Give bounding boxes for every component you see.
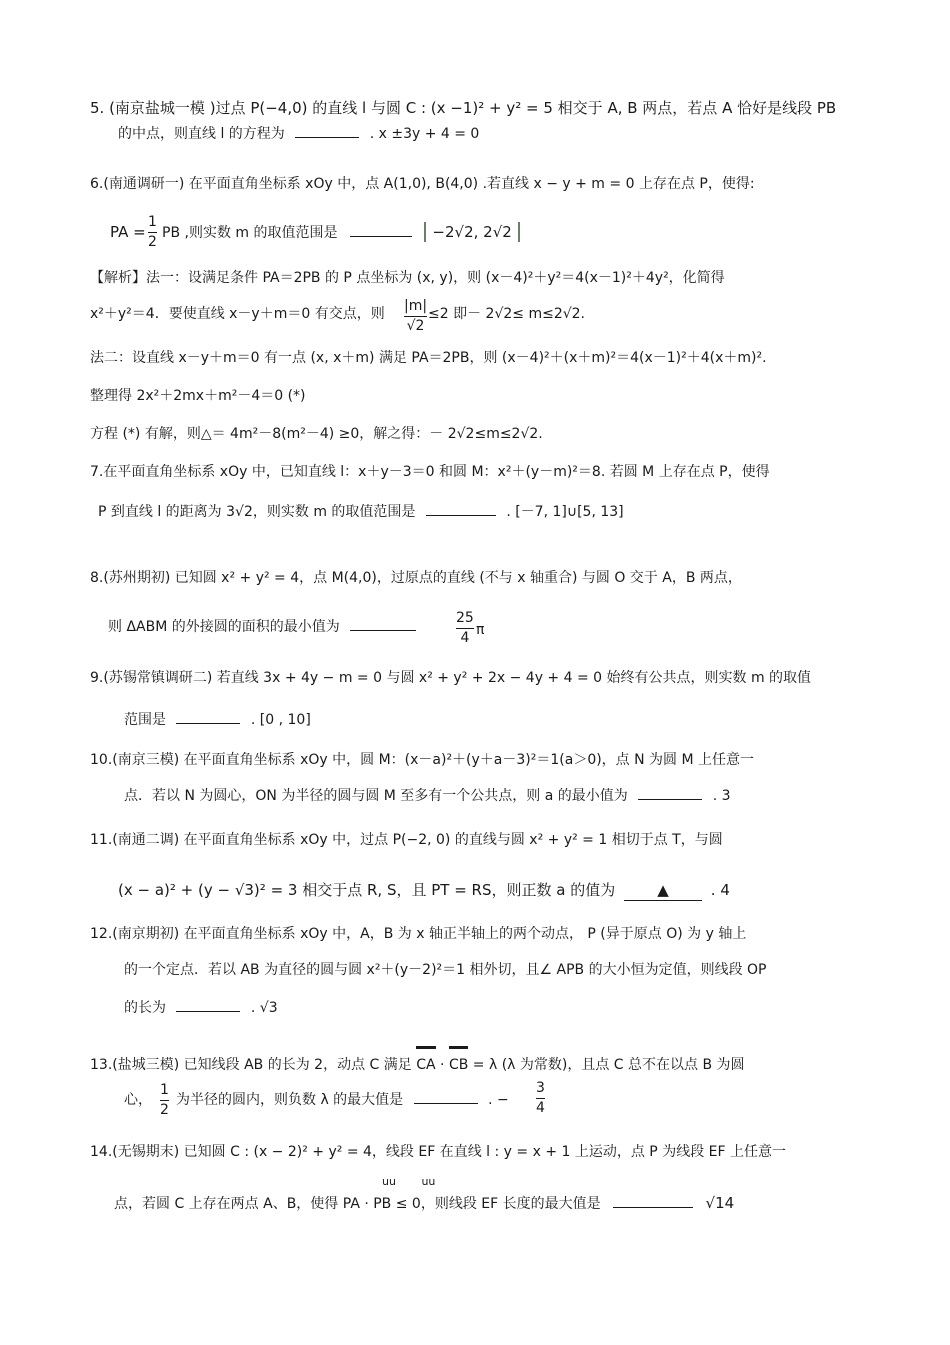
dot-product: · [440, 1057, 445, 1073]
fraction-bar [148, 232, 157, 233]
p11-line1: 11.(南通二调) 在平面直角坐标系 xOy 中，过点 P(−2, 0) 的直线与圆 x² + y² = 1 相切于点 T，与圆 [90, 832, 723, 848]
p11-answer: . 4 [710, 881, 730, 899]
fraction-numerator: 1 [148, 214, 157, 230]
p6-solve: 方程 (*) 有解，则△＝ 4m²－8(m²－4) ≥0，解之得：－ 2√2≤m≤2√2. [90, 426, 543, 442]
p8-answer-fraction [456, 610, 474, 647]
p13-answer-sign: . − [488, 1092, 509, 1108]
p5-answer: . x ±3y + 4 = 0 [369, 126, 480, 142]
p10-line1: 10.(南京三模) 在平面直角坐标系 xOy 中，圆 M：(x－a)²＋(y＋a－3)²＝1(a＞0)，点 N 为圆 M 上任意一 [90, 752, 755, 768]
answer-blank [624, 880, 702, 901]
fraction-denominator: √2 [406, 318, 425, 334]
p12-line3 [124, 998, 278, 1018]
p13-fraction [160, 1082, 169, 1119]
p7-line1: 7.在平面直角坐标系 xOy 中，已知直线 l：x＋y－3＝0 和圆 M：x²＋(y－m)²＝8. 若圆 M 上存在点 P，使得 [90, 464, 770, 480]
answer-blank [350, 236, 412, 237]
fraction-bar [536, 1098, 545, 1099]
p6-fraction-m [404, 298, 427, 335]
p5-line2 [118, 124, 479, 144]
p14-answer: √14 [705, 1194, 735, 1212]
p8-line2 [108, 617, 422, 637]
answer-blank [176, 1011, 240, 1012]
answer-blank [638, 799, 702, 800]
p13-line2b [176, 1090, 509, 1110]
p14-line2 [114, 1193, 734, 1214]
p6-analysis2-left: x²＋y²＝4．要使直线 x－y＋m＝0 有交点，则 [90, 306, 385, 322]
fraction-bar [456, 628, 474, 629]
answer-blank [295, 137, 359, 138]
p6-analysis2-right: ≤2 即－ 2√2≤ m≤2√2. [428, 306, 586, 322]
p13-question2: 为半径的圆内，则负数 λ 的最大值是 [176, 1092, 404, 1108]
p6-method2: 法二：设直线 x－y＋m＝0 有一点 (x, x＋m) 满足 PA＝2PB，则 (x－4)²＋(x＋m)²＝4(x－1)²＋4(x＋m)². [90, 350, 767, 366]
triangle-icon: ▲ [657, 881, 669, 899]
answer-blank [350, 630, 416, 631]
fraction-denominator: 2 [160, 1102, 169, 1118]
p6-answer-interval: −2√2, 2√2 [424, 222, 519, 242]
p7-answer: . [－7, 1]∪[5, 13] [506, 504, 624, 520]
vector-mark: uu [382, 1175, 396, 1188]
p6-question: PB ,则实数 m 的取值范围是 [162, 225, 338, 241]
p6-line1: 6.(南通调研一) 在平面直角坐标系 xOy 中，点 A(1,0), B(4,0) .若直线 x − y + m = 0 上存在点 P，使得: [90, 176, 755, 192]
p10-question: 点．若以 N 为圆心，ON 为半径的圆与圆 M 至多有一个公共点，则 a 的最小值为 [124, 788, 628, 804]
p9-question: 范围是 [124, 712, 166, 728]
p12-line1: 12.(南京期初) 在平面直角坐标系 xOy 中，A，B 为 x 轴正半轴上的两个动点， P (异于原点 O) 为 y 轴上 [90, 926, 747, 942]
p14-line1: 14.(无锡期末) 已知圆 C : (x − 2)² + y² = 4，线段 EF 在直线 l : y = x + 1 上运动，点 P 为线段 EF 上任意一 [90, 1144, 786, 1160]
p9-line1: 9.(苏锡常镇调研二) 若直线 3x + 4y − m = 0 与圆 x² + y² + 2x − 4y + 4 = 0 始终有公共点，则实数 m 的取值 [90, 670, 812, 686]
p8-pi: π [476, 622, 485, 638]
fraction-numerator: 3 [536, 1080, 545, 1096]
vector-arrow-icon [416, 1046, 435, 1049]
p6-rearrange: 整理得 2x²＋2mx＋m²－4＝0 (*) [90, 388, 306, 404]
p7-line2 [98, 502, 624, 522]
fraction-bar [404, 316, 427, 317]
p11-question: (x − a)² + (y − √3)² = 3 相交于点 R, S，且 PT = RS，则正数 a 的值为 [118, 881, 616, 899]
p6-fraction [148, 214, 157, 251]
p13-condition: = λ (λ 为常数)，且点 C 总不在以点 B 为圆 [472, 1057, 745, 1073]
p6-pa-left: PA = [110, 223, 146, 241]
p8-line1: 8.(苏州期初) 已知圆 x² + y² = 4，点 M(4,0)，过原点的直线 (不与 x 轴重合) 与圆 O 交于 A，B 两点， [90, 570, 742, 586]
answer-blank [613, 1207, 693, 1208]
p13-question: 13.(盐城三模) 已知线段 AB 的长为 2，动点 C 满足 [90, 1057, 412, 1073]
p9-answer: . [0 , 10] [250, 712, 311, 728]
p10-line2 [124, 786, 731, 806]
answer-blank [414, 1103, 478, 1104]
p13-line2a: 心， [124, 1092, 152, 1108]
p12-question: 的长为 [124, 1000, 166, 1016]
vector-label: CA [416, 1057, 436, 1073]
fraction-denominator: 4 [460, 630, 470, 646]
answer-blank [426, 515, 496, 516]
p6-analysis1: 【解析】法一：设满足条件 PA＝2PB 的 P 点坐标为 (x, y)，则 (x－4)²＋y²＝4(x－1)²＋4y²，化简得 [90, 270, 725, 286]
p7-question: P 到直线 l 的距离为 3√2，则实数 m 的取值范围是 [98, 504, 416, 520]
p5-line1: 5. (南京盐城一模 )过点 P(−4,0) 的直线 l 与圆 C : (x −1)² + y² = 5 相交于 A, B 两点，若点 A 恰好是线段 PB [90, 99, 837, 117]
p9-line2 [124, 710, 311, 730]
p11-line2 [118, 880, 730, 901]
vector-cb [449, 1055, 468, 1075]
fraction-numerator: |m| [404, 298, 428, 314]
vector-label: CB [448, 1057, 469, 1073]
p13-line1 [90, 1055, 745, 1075]
fraction-denominator: 4 [536, 1100, 545, 1116]
answer-blank [176, 723, 240, 724]
p12-line2: 的一个定点．若以 AB 为直径的圆与圆 x²＋(y－2)²＝1 相外切，且∠ APB 的大小恒为定值，则线段 OP [124, 962, 767, 978]
fraction-denominator: 2 [148, 234, 157, 250]
fraction-bar [160, 1100, 169, 1101]
p12-answer: . √3 [250, 1000, 278, 1016]
p8-question: 则 ΔABM 的外接圆的面积的最小值为 [108, 619, 340, 635]
fraction-numerator: 1 [160, 1082, 169, 1098]
p14-vector-marks [382, 1176, 435, 1188]
p6-pa-right [162, 222, 520, 243]
p5-question: 的中点，则直线 l 的方程为 [118, 126, 285, 142]
fraction-numerator: 25 [456, 610, 474, 626]
vector-arrow-icon [449, 1046, 468, 1049]
p10-answer: . 3 [712, 788, 731, 804]
p14-vector-condition: PA · PB ≤ 0，则线段 EF 长度的最大值是 [342, 1196, 601, 1212]
p14-question: 点，若圆 C 上存在两点 A、B，使得 [114, 1196, 339, 1212]
vector-mark: uu [421, 1175, 436, 1188]
p13-answer-fraction [536, 1080, 545, 1117]
vector-ca [416, 1055, 435, 1075]
